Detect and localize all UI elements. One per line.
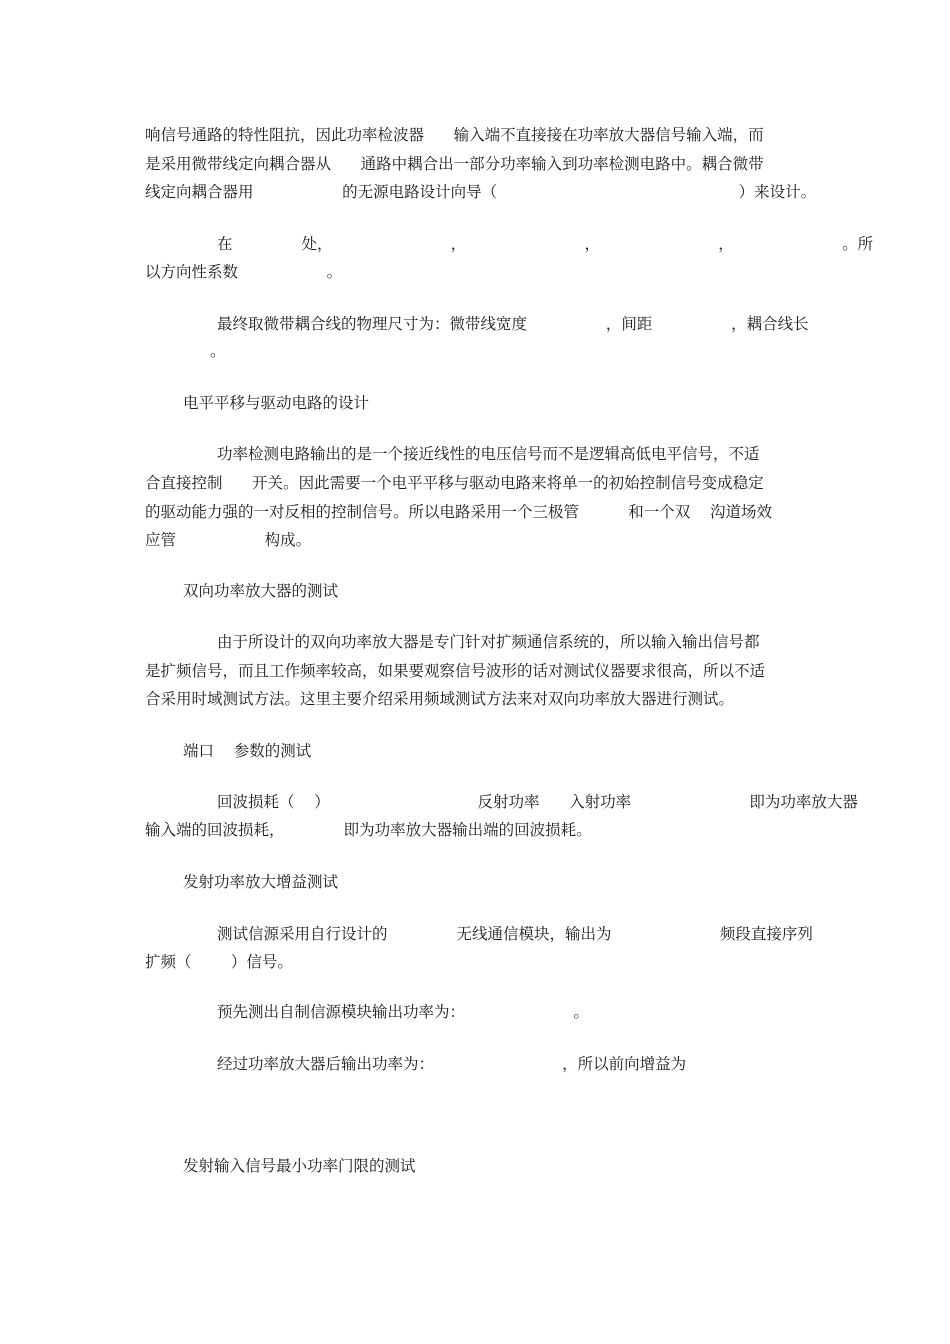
paragraph-test-method-line-3: 合采用时域测试方法。这里主要介绍采用频域测试方法来对双向功率放大器进行测试。 [145, 690, 735, 708]
paragraph-dimensions-line-2: 。 [210, 342, 226, 360]
paragraph-source-power: 预先测出自制信源模块输出功率为： 。 [217, 1003, 589, 1021]
paragraph-return-loss-line-1: 回波损耗（ ） 反射功率 入射功率 即为功率放大器 [217, 793, 858, 811]
paragraph-directivity-line-1: 在 处， ， ， ， 。所 [217, 235, 874, 253]
paragraph-driver-line-4: 应管 构成。 [145, 531, 312, 549]
paragraph-driver-line-3: 的驱动能力强的一对反相的控制信号。所以电路采用一个三极管 和一个双 沟道场效 [145, 503, 772, 521]
paragraph-dimensions-line-1: 最终取微带耦合线的物理尺寸为：微带线宽度 ，间距 ，耦合线长 [217, 315, 809, 333]
paragraph-coupler-line-1: 响信号通路的特性阻抗，因此功率检波器 输入端不直接接在功率放大器信号输入端，而 [145, 126, 764, 144]
paragraph-directivity-line-2: 以方向性系数 。 [145, 263, 343, 281]
paragraph-return-loss-line-2: 输入端的回波损耗， 即为功率放大器输出端的回波损耗。 [145, 821, 592, 839]
paragraph-driver-line-2: 合直接控制 开关。因此需要一个电平平移与驱动电路来将单一的初始控制信号变成稳定 [145, 474, 764, 492]
paragraph-signal-source-line-1: 测试信源采用自行设计的 无线通信模块，输出为 频段直接序列 [217, 925, 813, 943]
section-heading-min-power-threshold: 发射输入信号最小功率门限的测试 [183, 1157, 416, 1175]
section-heading-level-shift: 电平平移与驱动电路的设计 [183, 394, 370, 412]
paragraph-output-power: 经过功率放大器后输出功率为： ，所以前向增益为 [217, 1055, 687, 1073]
section-heading-gain-test: 发射功率放大增益测试 [183, 873, 339, 891]
section-heading-port-params: 端口 参数的测试 [183, 742, 312, 760]
paragraph-coupler-line-2: 是采用微带线定向耦合器从 通路中耦合出一部分功率输入到功率检测电路中。耦合微带 [145, 155, 764, 173]
paragraph-coupler-line-3: 线定向耦合器用 的无源电路设计向导（ ）来设计。 [145, 183, 817, 201]
paragraph-test-method-line-1: 由于所设计的双向功率放大器是专门针对扩频通信系统的，所以输入输出信号都 [217, 633, 760, 651]
section-heading-amplifier-test: 双向功率放大器的测试 [183, 582, 339, 600]
paragraph-driver-line-1: 功率检测电路输出的是一个接近线性的电压信号而不是逻辑高低电平信号，不适 [217, 445, 760, 463]
paragraph-signal-source-line-2: 扩频（ ）信号。 [145, 953, 293, 971]
paragraph-test-method-line-2: 是扩频信号，而且工作频率较高，如果要观察信号波形的话对测试仪器要求很高，所以不适 [145, 662, 766, 680]
